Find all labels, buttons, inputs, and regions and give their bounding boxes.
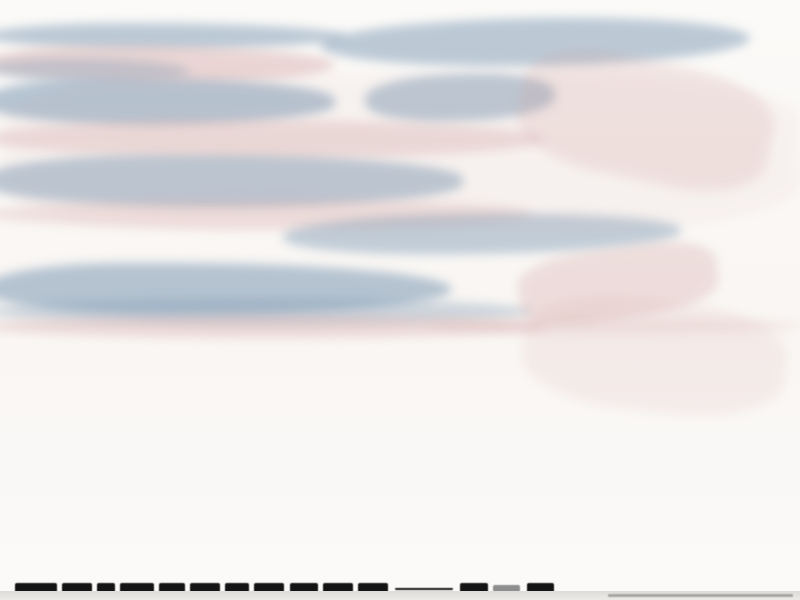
- text-line: [14, 255, 792, 259]
- text-line: [14, 35, 792, 39]
- text-line: [14, 476, 792, 480]
- text-line: [14, 70, 792, 74]
- text-line: [14, 41, 792, 45]
- text-line: [14, 505, 792, 509]
- text-line: [14, 558, 792, 562]
- text-line: [14, 470, 792, 474]
- footer-right-caption-smudge: [608, 594, 793, 597]
- text-line: [14, 374, 792, 378]
- text-line: [14, 405, 792, 409]
- title-word-smudge-bold: [15, 583, 57, 591]
- text-line: [28, 23, 792, 27]
- text-line: [14, 195, 792, 199]
- text-line: [14, 308, 792, 312]
- text-line: [29, 332, 407, 336]
- title-word-smudge-bold: [97, 583, 115, 591]
- text-line: [14, 207, 792, 211]
- text-line: [14, 552, 792, 556]
- title-word-smudge-bold: [290, 583, 318, 591]
- text-line: [14, 166, 636, 170]
- text-line: [14, 106, 792, 110]
- text-line: [14, 547, 367, 551]
- text-line: [14, 118, 792, 122]
- text-line: [23, 184, 792, 188]
- text-line: [14, 511, 792, 515]
- text-line: [14, 440, 792, 444]
- text-line: [14, 399, 792, 403]
- text-line: [14, 154, 792, 158]
- text-line: [25, 458, 384, 462]
- text-line: [14, 160, 792, 164]
- text-line: [14, 523, 792, 527]
- text-line: [14, 47, 792, 51]
- text-line: [14, 423, 792, 427]
- text-line: [25, 279, 462, 283]
- text-line: [28, 178, 792, 182]
- text-line: [14, 11, 792, 15]
- text-line: [14, 541, 580, 545]
- text-line: [14, 303, 792, 307]
- text-line: [14, 417, 792, 421]
- title-word-smudge-bold: [323, 583, 353, 591]
- text-line: [14, 362, 792, 366]
- text-line: [14, 464, 556, 468]
- text-line: [14, 53, 792, 57]
- title-word-smudge-bold: [460, 583, 488, 591]
- text-line: [14, 380, 792, 384]
- text-line: [14, 482, 792, 486]
- text-line: [26, 261, 792, 265]
- text-line: [14, 142, 792, 146]
- title-word-smudge-bold: [62, 583, 92, 591]
- title-word-smudge-bold: [190, 583, 220, 591]
- text-line: [14, 189, 792, 193]
- text-line: [14, 434, 792, 438]
- text-line: [14, 350, 792, 354]
- text-line: [14, 356, 792, 360]
- text-line: [14, 219, 792, 223]
- title-word-smudge-bold: [527, 583, 554, 591]
- text-line: [14, 29, 792, 33]
- title-word-smudge-dash: [395, 588, 453, 591]
- text-line: [14, 338, 792, 342]
- text-line: [14, 320, 792, 324]
- text-line: [14, 243, 792, 247]
- text-line: [14, 130, 792, 134]
- text-line: [14, 136, 792, 140]
- text-line: [14, 273, 673, 277]
- text-line: [14, 124, 792, 128]
- text-line: [14, 285, 792, 289]
- text-line: [14, 488, 335, 492]
- text-line: [14, 59, 792, 63]
- text-line: [14, 344, 792, 348]
- text-line: [14, 82, 792, 86]
- text-line: [14, 112, 292, 116]
- text-line: [30, 568, 690, 571]
- text-line: [26, 267, 792, 271]
- title-word-smudge-gray: [493, 585, 520, 592]
- text-line: [14, 17, 792, 21]
- text-line: [28, 529, 792, 533]
- title-word-smudge-bold: [159, 583, 185, 591]
- title-word-smudge-bold: [225, 583, 249, 591]
- text-line: [14, 326, 792, 330]
- title-word-smudge-bold: [254, 583, 284, 591]
- text-line: [14, 94, 792, 98]
- text-line: [14, 493, 792, 497]
- text-line: [30, 575, 325, 578]
- text-line: [14, 368, 792, 372]
- text-line: [24, 517, 792, 521]
- text-line: [14, 231, 792, 235]
- text-line: [14, 88, 541, 92]
- text-line: [14, 386, 792, 390]
- text-line: [14, 76, 792, 80]
- text-line: [14, 411, 792, 415]
- text-line: [14, 452, 792, 456]
- text-line: [14, 314, 374, 318]
- text-line: [14, 446, 792, 450]
- text-line: [14, 100, 792, 104]
- text-line: [14, 429, 509, 433]
- text-line: [14, 291, 792, 295]
- text-line: [14, 213, 792, 217]
- text-line: [14, 237, 559, 241]
- text-line: [14, 65, 792, 69]
- title-word-smudge-bold: [358, 583, 388, 591]
- text-line: [14, 297, 309, 301]
- text-line: [14, 172, 792, 176]
- title-word-smudge-bold: [120, 583, 154, 591]
- text-line: [14, 249, 792, 253]
